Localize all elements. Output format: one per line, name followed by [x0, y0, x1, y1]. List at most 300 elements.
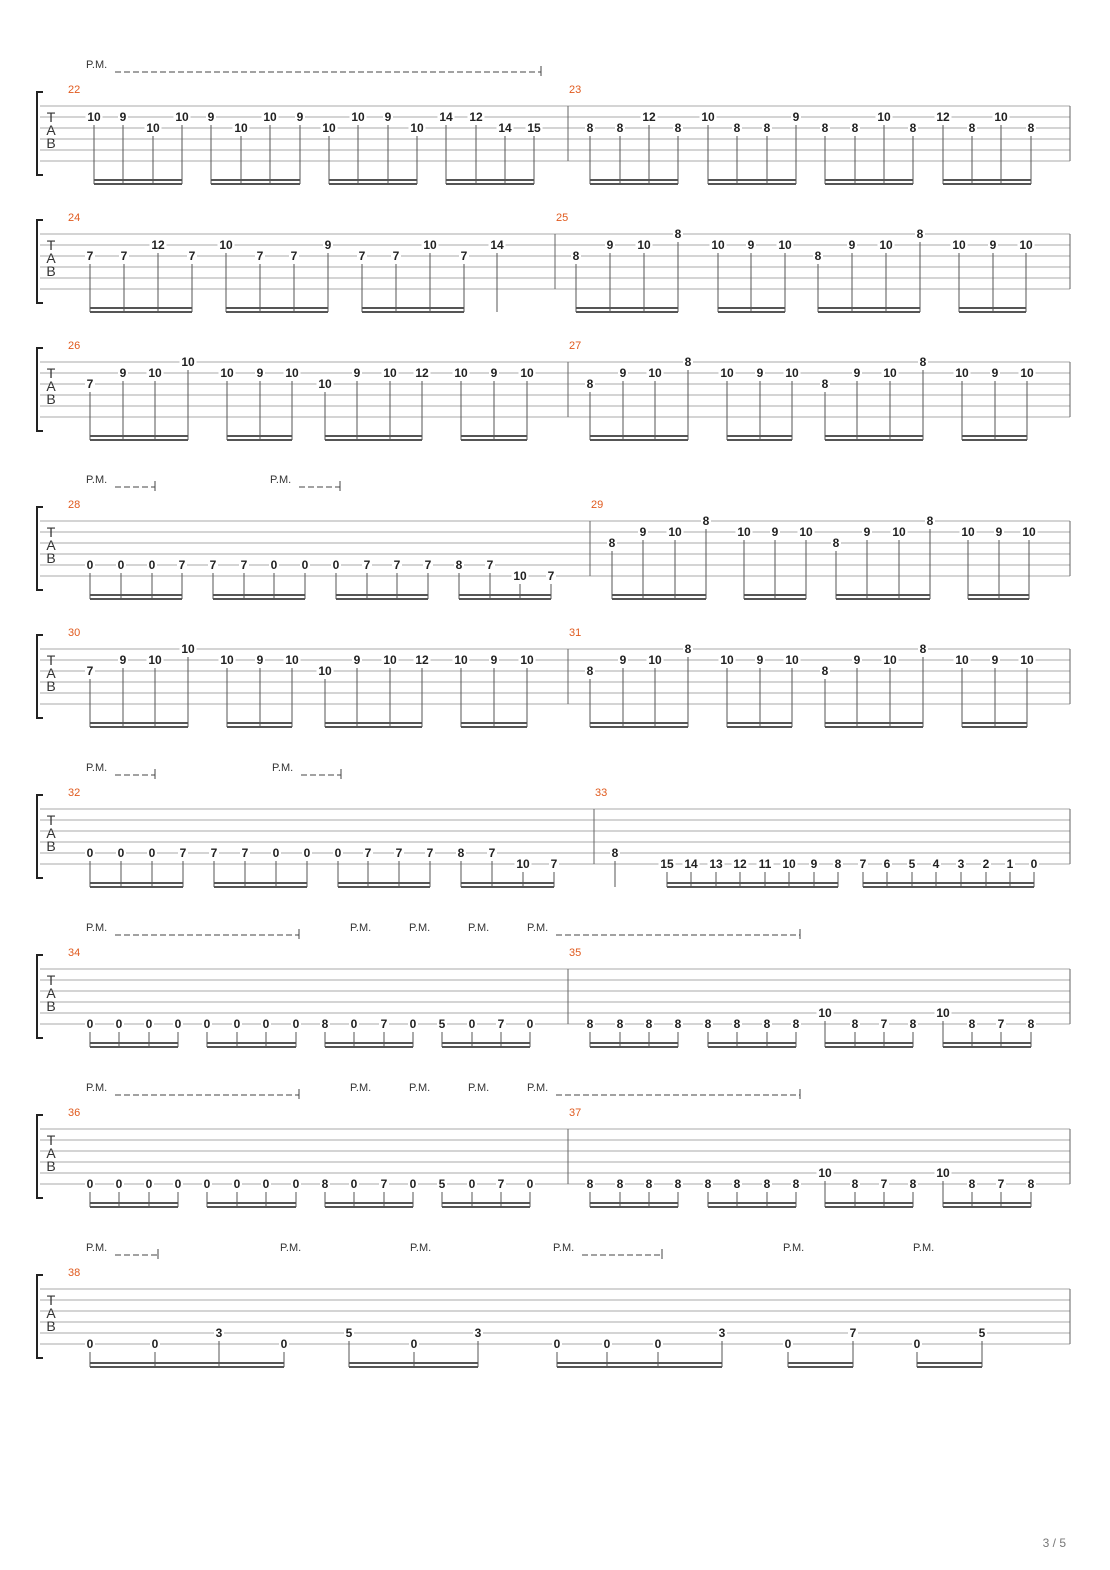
fret-number: 0	[203, 1017, 211, 1031]
fret-number: 10	[1020, 366, 1034, 380]
fret-number: 8	[919, 642, 927, 656]
fret-number: 8	[704, 1017, 712, 1031]
tab-clef-letter: A	[46, 825, 56, 841]
fret-number: 7	[120, 249, 128, 263]
fret-number: 0	[272, 846, 280, 860]
palm-mute-label: P.M.	[350, 922, 372, 934]
fret-number: 9	[207, 110, 215, 124]
fret-number: 8	[909, 1017, 917, 1031]
fret-number: 8	[455, 558, 463, 572]
fret-number: 10	[955, 366, 969, 380]
fret-number: 10	[148, 653, 162, 667]
measure-number: 33	[595, 787, 608, 799]
fret-number: 12	[151, 238, 165, 252]
fret-number: 8	[834, 857, 842, 871]
fret-number: 10	[454, 653, 468, 667]
fret-number: 0	[280, 1337, 288, 1351]
fret-number: 7	[547, 569, 555, 583]
fret-number: 7	[997, 1177, 1005, 1191]
fret-number: 8	[926, 514, 934, 528]
fret-number: 9	[119, 653, 127, 667]
fret-number: 10	[383, 366, 397, 380]
palm-mute-label: P.M.	[86, 474, 108, 486]
fret-number: 9	[490, 653, 498, 667]
tab-clef-letter: B	[46, 391, 56, 407]
fret-number: 0	[1030, 857, 1038, 871]
fret-number: 8	[586, 1177, 594, 1191]
fret-number: 8	[616, 1017, 624, 1031]
fret-number: 6	[883, 857, 891, 871]
tab-clef-letter: A	[46, 985, 56, 1001]
fret-number: 15	[660, 857, 674, 871]
fret-number: 0	[654, 1337, 662, 1351]
fret-number: 10	[877, 110, 891, 124]
fret-number: 8	[792, 1177, 800, 1191]
fret-number: 0	[553, 1337, 561, 1351]
fret-number: 8	[909, 121, 917, 135]
fret-number: 10	[285, 653, 299, 667]
fret-number: 9	[989, 238, 997, 252]
fret-number: 8	[321, 1017, 329, 1031]
fret-number: 0	[203, 1177, 211, 1191]
fret-number: 2	[982, 857, 990, 871]
fret-number: 0	[526, 1017, 534, 1031]
fret-number: 8	[763, 121, 771, 135]
fret-number: 7	[424, 558, 432, 572]
fret-number: 8	[968, 1177, 976, 1191]
fret-number: 4	[932, 857, 940, 871]
palm-mute-label: P.M.	[86, 59, 108, 71]
fret-number: 8	[851, 1177, 859, 1191]
fret-number: 1	[1006, 857, 1014, 871]
fret-number: 3	[474, 1326, 482, 1340]
fret-number: 14	[498, 121, 512, 135]
fret-number: 0	[526, 1177, 534, 1191]
fret-number: 10	[148, 366, 162, 380]
fret-number: 0	[334, 846, 342, 860]
measure-number: 24	[68, 212, 81, 224]
fret-number: 8	[1027, 1177, 1035, 1191]
fret-number: 0	[233, 1177, 241, 1191]
palm-mute-label: P.M.	[86, 922, 108, 934]
fret-number: 10	[936, 1006, 950, 1020]
fret-number: 10	[668, 525, 682, 539]
fret-number: 7	[488, 846, 496, 860]
fret-number: 12	[469, 110, 483, 124]
fret-number: 7	[86, 249, 94, 263]
fret-number: 10	[994, 110, 1008, 124]
fret-number: 0	[145, 1177, 153, 1191]
fret-number: 8	[611, 846, 619, 860]
palm-mute-label: P.M.	[409, 1082, 431, 1094]
measure-number: 37	[569, 1107, 582, 1119]
fret-number: 0	[409, 1017, 417, 1031]
fret-number: 7	[997, 1017, 1005, 1031]
fret-number: 7	[256, 249, 264, 263]
fret-number: 8	[821, 377, 829, 391]
fret-number: 10	[818, 1006, 832, 1020]
fret-number: 0	[350, 1177, 358, 1191]
fret-number: 9	[619, 653, 627, 667]
measure-number: 25	[556, 212, 569, 224]
fret-number: 10	[322, 121, 336, 135]
fret-number: 8	[909, 1177, 917, 1191]
fret-number: 10	[220, 653, 234, 667]
fret-number: 0	[151, 1337, 159, 1351]
fret-number: 14	[439, 110, 453, 124]
fret-number: 3	[718, 1326, 726, 1340]
fret-number: 9	[324, 238, 332, 252]
fret-number: 15	[527, 121, 541, 135]
fret-number: 10	[263, 110, 277, 124]
fret-number: 10	[785, 653, 799, 667]
fret-number: 7	[179, 846, 187, 860]
fret-number: 8	[821, 121, 829, 135]
fret-number: 10	[1020, 653, 1034, 667]
fret-number: 10	[778, 238, 792, 252]
fret-number: 0	[117, 558, 125, 572]
fret-number: 7	[426, 846, 434, 860]
measure-number: 31	[569, 627, 582, 639]
fret-number: 12	[733, 857, 747, 871]
fret-number: 5	[438, 1017, 446, 1031]
fret-number: 0	[174, 1017, 182, 1031]
tab-clef-letter: B	[46, 1158, 56, 1174]
fret-number: 8	[763, 1017, 771, 1031]
tab-clef-letter: T	[46, 109, 56, 125]
palm-mute-label: P.M.	[86, 1242, 108, 1254]
fret-number: 8	[684, 642, 692, 656]
fret-number: 10	[520, 653, 534, 667]
fret-number: 9	[756, 366, 764, 380]
fret-number: 0	[115, 1017, 123, 1031]
fret-number: 8	[763, 1177, 771, 1191]
fret-number: 8	[457, 846, 465, 860]
fret-number: 9	[639, 525, 647, 539]
fret-number: 9	[756, 653, 764, 667]
fret-number: 8	[968, 121, 976, 135]
fret-number: 7	[497, 1177, 505, 1191]
fret-number: 10	[351, 110, 365, 124]
fret-number: 10	[892, 525, 906, 539]
palm-mute-label: P.M.	[468, 1082, 490, 1094]
fret-number: 10	[648, 653, 662, 667]
palm-mute-label: P.M.	[270, 474, 292, 486]
tab-clef-letter: A	[46, 665, 56, 681]
measure-number: 34	[68, 947, 81, 959]
fret-number: 7	[86, 377, 94, 391]
measure-number: 30	[68, 627, 81, 639]
fret-number: 7	[550, 857, 558, 871]
fret-number: 13	[709, 857, 723, 871]
fret-number: 0	[468, 1177, 476, 1191]
fret-number: 8	[321, 1177, 329, 1191]
fret-number: 10	[720, 366, 734, 380]
fret-number: 12	[415, 653, 429, 667]
fret-number: 7	[380, 1177, 388, 1191]
fret-number: 8	[916, 227, 924, 241]
fret-number: 7	[380, 1017, 388, 1031]
fret-number: 0	[303, 846, 311, 860]
fret-number: 8	[586, 1017, 594, 1031]
fret-number: 7	[364, 846, 372, 860]
tab-clef-letter: A	[46, 378, 56, 394]
palm-mute-label: P.M.	[86, 762, 108, 774]
fret-number: 8	[684, 355, 692, 369]
fret-number: 0	[409, 1177, 417, 1191]
fret-number: 7	[240, 558, 248, 572]
fret-number: 8	[851, 121, 859, 135]
fret-number: 10	[648, 366, 662, 380]
fret-number: 0	[86, 558, 94, 572]
fret-number: 10	[410, 121, 424, 135]
fret-number: 8	[586, 121, 594, 135]
fret-number: 0	[410, 1337, 418, 1351]
tab-clef-letter: A	[46, 122, 56, 138]
fret-number: 5	[345, 1326, 353, 1340]
fret-number: 10	[516, 857, 530, 871]
fret-number: 8	[792, 1017, 800, 1031]
fret-number: 9	[771, 525, 779, 539]
measure-number: 27	[569, 340, 582, 352]
tab-clef-letter: T	[46, 524, 56, 540]
fret-number: 10	[318, 664, 332, 678]
fret-number: 7	[859, 857, 867, 871]
fret-number: 9	[747, 238, 755, 252]
fret-number: 7	[849, 1326, 857, 1340]
fret-number: 0	[117, 846, 125, 860]
fret-number: 10	[220, 366, 234, 380]
fret-number: 10	[955, 653, 969, 667]
fret-number: 3	[957, 857, 965, 871]
fret-number: 8	[704, 1177, 712, 1191]
fret-number: 9	[991, 366, 999, 380]
fret-number: 9	[853, 653, 861, 667]
fret-number: 9	[792, 110, 800, 124]
fret-number: 9	[490, 366, 498, 380]
fret-number: 12	[415, 366, 429, 380]
fret-number: 10	[883, 366, 897, 380]
tab-clef-letter: A	[46, 1145, 56, 1161]
fret-number: 0	[603, 1337, 611, 1351]
fret-number: 0	[468, 1017, 476, 1031]
fret-number: 9	[119, 366, 127, 380]
fret-number: 9	[353, 653, 361, 667]
fret-number: 10	[720, 653, 734, 667]
fret-number: 10	[637, 238, 651, 252]
fret-number: 8	[674, 121, 682, 135]
fret-number: 7	[392, 249, 400, 263]
palm-mute-label: P.M.	[350, 1082, 372, 1094]
palm-mute-label: P.M.	[468, 922, 490, 934]
tab-clef-letter: T	[46, 972, 56, 988]
fret-number: 7	[241, 846, 249, 860]
system-bracket	[37, 507, 43, 590]
fret-number: 0	[913, 1337, 921, 1351]
fret-number: 14	[490, 238, 504, 252]
tab-clef-letter: A	[46, 537, 56, 553]
system-bracket	[37, 1115, 43, 1198]
fret-number: 8	[821, 664, 829, 678]
fret-number: 9	[848, 238, 856, 252]
fret-number: 7	[880, 1017, 888, 1031]
fret-number: 0	[233, 1017, 241, 1031]
fret-number: 8	[733, 121, 741, 135]
fret-number: 0	[270, 558, 278, 572]
palm-mute-label: P.M.	[527, 1082, 549, 1094]
fret-number: 7	[497, 1017, 505, 1031]
tab-clef-letter: B	[46, 1318, 56, 1334]
fret-number: 0	[148, 846, 156, 860]
tab-clef-letter: T	[46, 652, 56, 668]
fret-number: 8	[645, 1017, 653, 1031]
fret-number: 7	[358, 249, 366, 263]
fret-number: 0	[292, 1017, 300, 1031]
fret-number: 7	[486, 558, 494, 572]
fret-number: 9	[991, 653, 999, 667]
fret-number: 5	[908, 857, 916, 871]
fret-number: 8	[733, 1017, 741, 1031]
system-bracket	[37, 92, 43, 175]
measure-number: 22	[68, 84, 81, 96]
fret-number: 8	[674, 227, 682, 241]
fret-number: 9	[119, 110, 127, 124]
fret-number: 0	[86, 1177, 94, 1191]
fret-number: 10	[785, 366, 799, 380]
tab-clef-letter: T	[46, 812, 56, 828]
fret-number: 9	[995, 525, 1003, 539]
fret-number: 8	[1027, 121, 1035, 135]
fret-number: 9	[384, 110, 392, 124]
fret-number: 8	[616, 121, 624, 135]
palm-mute-label: P.M.	[783, 1242, 805, 1254]
fret-number: 10	[1019, 238, 1033, 252]
fret-number: 12	[642, 110, 656, 124]
fret-number: 5	[438, 1177, 446, 1191]
fret-number: 10	[513, 569, 527, 583]
fret-number: 10	[146, 121, 160, 135]
fret-number: 0	[174, 1177, 182, 1191]
measure-number: 29	[591, 499, 604, 511]
fret-number: 9	[296, 110, 304, 124]
page-number: 3 / 5	[1042, 1536, 1066, 1550]
fret-number: 0	[350, 1017, 358, 1031]
fret-number: 10	[879, 238, 893, 252]
fret-number: 7	[460, 249, 468, 263]
tab-clef-letter: B	[46, 998, 56, 1014]
fret-number: 10	[87, 110, 101, 124]
system-bracket	[37, 635, 43, 718]
fret-number: 10	[1022, 525, 1036, 539]
fret-number: 11	[758, 857, 772, 871]
fret-number: 7	[395, 846, 403, 860]
fret-number: 8	[572, 249, 580, 263]
fret-number: 8	[616, 1177, 624, 1191]
fret-number: 8	[968, 1017, 976, 1031]
fret-number: 10	[383, 653, 397, 667]
measure-number: 36	[68, 1107, 81, 1119]
fret-number: 7	[880, 1177, 888, 1191]
fret-number: 8	[733, 1177, 741, 1191]
fret-number: 10	[423, 238, 437, 252]
fret-number: 9	[256, 653, 264, 667]
fret-number: 10	[818, 1166, 832, 1180]
fret-number: 0	[262, 1177, 270, 1191]
palm-mute-label: P.M.	[86, 1082, 108, 1094]
tab-clef-letter: A	[46, 1305, 56, 1321]
palm-mute-label: P.M.	[272, 762, 294, 774]
palm-mute-label: P.M.	[553, 1242, 575, 1254]
fret-number: 8	[814, 249, 822, 263]
fret-number: 14	[684, 857, 698, 871]
palm-mute-label: P.M.	[913, 1242, 935, 1254]
tab-clef-letter: B	[46, 263, 56, 279]
fret-number: 8	[832, 536, 840, 550]
fret-number: 10	[520, 366, 534, 380]
fret-number: 8	[608, 536, 616, 550]
fret-number: 7	[363, 558, 371, 572]
palm-mute-label: P.M.	[280, 1242, 302, 1254]
fret-number: 8	[919, 355, 927, 369]
fret-number: 7	[188, 249, 196, 263]
fret-number: 0	[332, 558, 340, 572]
fret-number: 0	[86, 846, 94, 860]
fret-number: 10	[961, 525, 975, 539]
fret-number: 8	[674, 1017, 682, 1031]
fret-number: 10	[219, 238, 233, 252]
fret-number: 10	[799, 525, 813, 539]
fret-number: 7	[86, 664, 94, 678]
tab-clef-letter: B	[46, 135, 56, 151]
tab-clef-letter: T	[46, 1132, 56, 1148]
fret-number: 10	[318, 377, 332, 391]
fret-number: 8	[586, 664, 594, 678]
fret-number: 0	[145, 1017, 153, 1031]
fret-number: 7	[210, 846, 218, 860]
tab-clef-letter: B	[46, 838, 56, 854]
fret-number: 9	[853, 366, 861, 380]
fret-number: 0	[292, 1177, 300, 1191]
tab-clef-letter: A	[46, 250, 56, 266]
fret-number: 9	[606, 238, 614, 252]
fret-number: 0	[115, 1177, 123, 1191]
fret-number: 7	[178, 558, 186, 572]
fret-number: 10	[234, 121, 248, 135]
fret-number: 10	[782, 857, 796, 871]
fret-number: 10	[285, 366, 299, 380]
measure-number: 32	[68, 787, 81, 799]
fret-number: 10	[181, 355, 195, 369]
palm-mute-label: P.M.	[409, 922, 431, 934]
measure-number: 28	[68, 499, 81, 511]
fret-number: 10	[883, 653, 897, 667]
fret-number: 3	[215, 1326, 223, 1340]
system-bracket	[37, 220, 43, 303]
fret-number: 9	[256, 366, 264, 380]
fret-number: 8	[851, 1017, 859, 1031]
system-bracket	[37, 795, 43, 878]
fret-number: 10	[711, 238, 725, 252]
fret-number: 7	[209, 558, 217, 572]
fret-number: 10	[454, 366, 468, 380]
fret-number: 10	[175, 110, 189, 124]
fret-number: 0	[148, 558, 156, 572]
tab-clef-letter: B	[46, 678, 56, 694]
fret-number: 0	[784, 1337, 792, 1351]
palm-mute-label: P.M.	[410, 1242, 432, 1254]
fret-number: 9	[619, 366, 627, 380]
system-bracket	[37, 955, 43, 1038]
